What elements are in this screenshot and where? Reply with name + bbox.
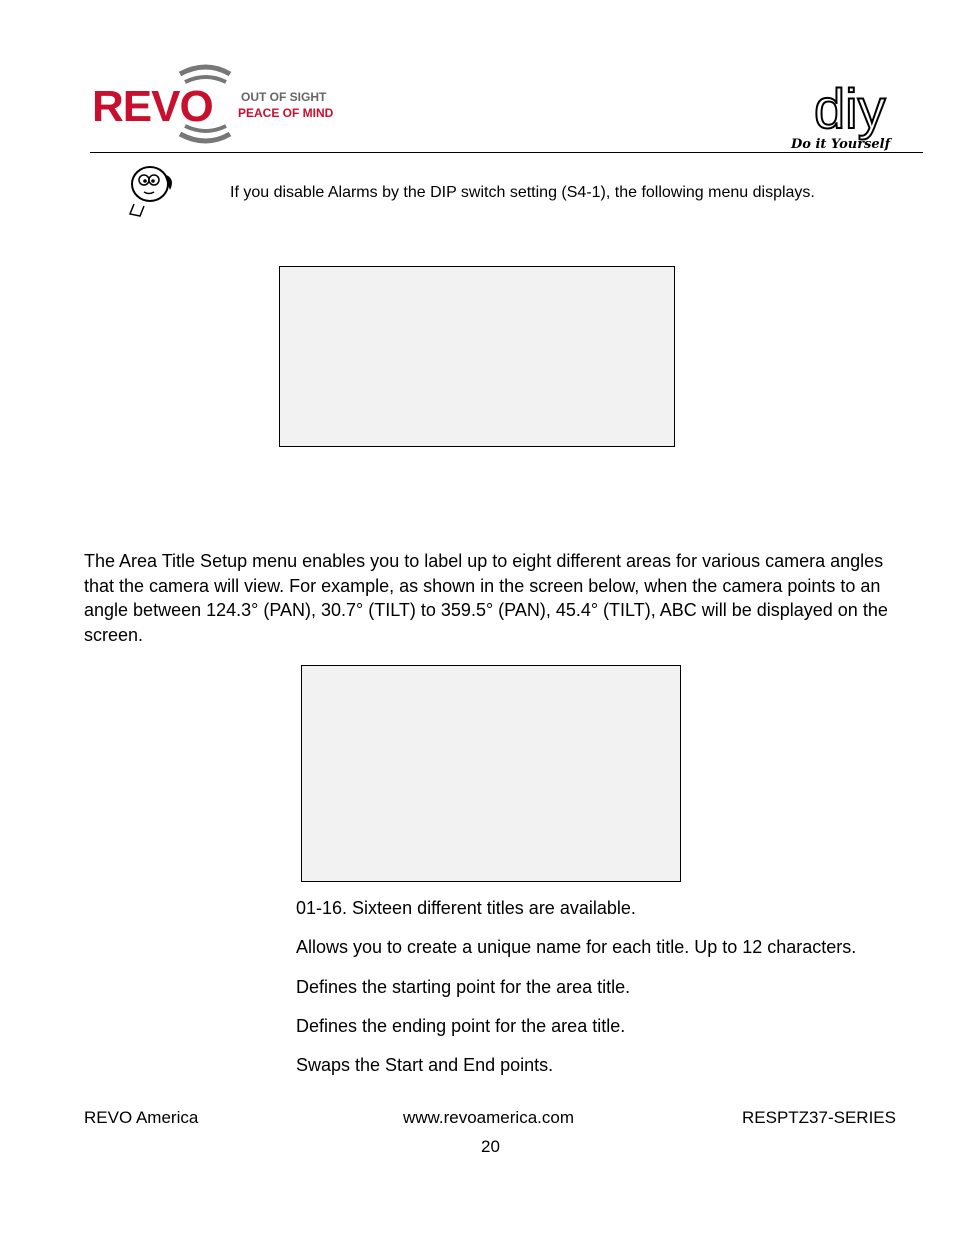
definition-swap: Swaps the Start and End points.: [296, 1055, 554, 1075]
tagline-line-1: OUT OF SIGHT: [241, 90, 327, 104]
intro-paragraph: The Area Title Setup menu enables you to label up to eight different areas for various camera angles that the camera will view. For example, as shown in the screen below, when the camera points to an angle between 124.3° (PAN), 30.7° (TILT) to 359.5° (PAN), 45.4° (TILT), ABC will be displayed on the screen.: [84, 551, 888, 646]
brand-wordmark: REVO: [92, 82, 213, 131]
header-divider: [90, 152, 923, 153]
definition-start-point: Defines the starting point for the area title.: [296, 977, 631, 997]
menu-screenshot-placeholder: [279, 266, 675, 447]
diy-wordmark: diy: [814, 78, 886, 140]
diy-script: Do it Yourself: [791, 137, 891, 152]
footer-website: www.revoamerica.com: [403, 1108, 574, 1127]
definition-title-name: Allows you to create a unique name for each title. Up to 12 characters.: [296, 937, 857, 957]
note-text: If you disable Alarms by the DIP switch setting (S4-1), the following menu displays.: [230, 184, 815, 201]
revo-logo: [88, 60, 358, 150]
footer-company: REVO America: [84, 1108, 199, 1127]
page-number: 20: [481, 1137, 500, 1156]
definition-title-number: 01-16. Sixteen different titles are available.: [296, 898, 636, 918]
diy-logo: [786, 78, 926, 153]
note-face-icon: [120, 160, 180, 220]
definition-end-point: Defines the ending point for the area title.: [296, 1016, 626, 1036]
footer-model: RESPTZ37-SERIES: [742, 1108, 896, 1127]
area-title-screenshot-placeholder: [301, 665, 681, 882]
tagline-line-2: PEACE OF MIND: [238, 106, 334, 120]
